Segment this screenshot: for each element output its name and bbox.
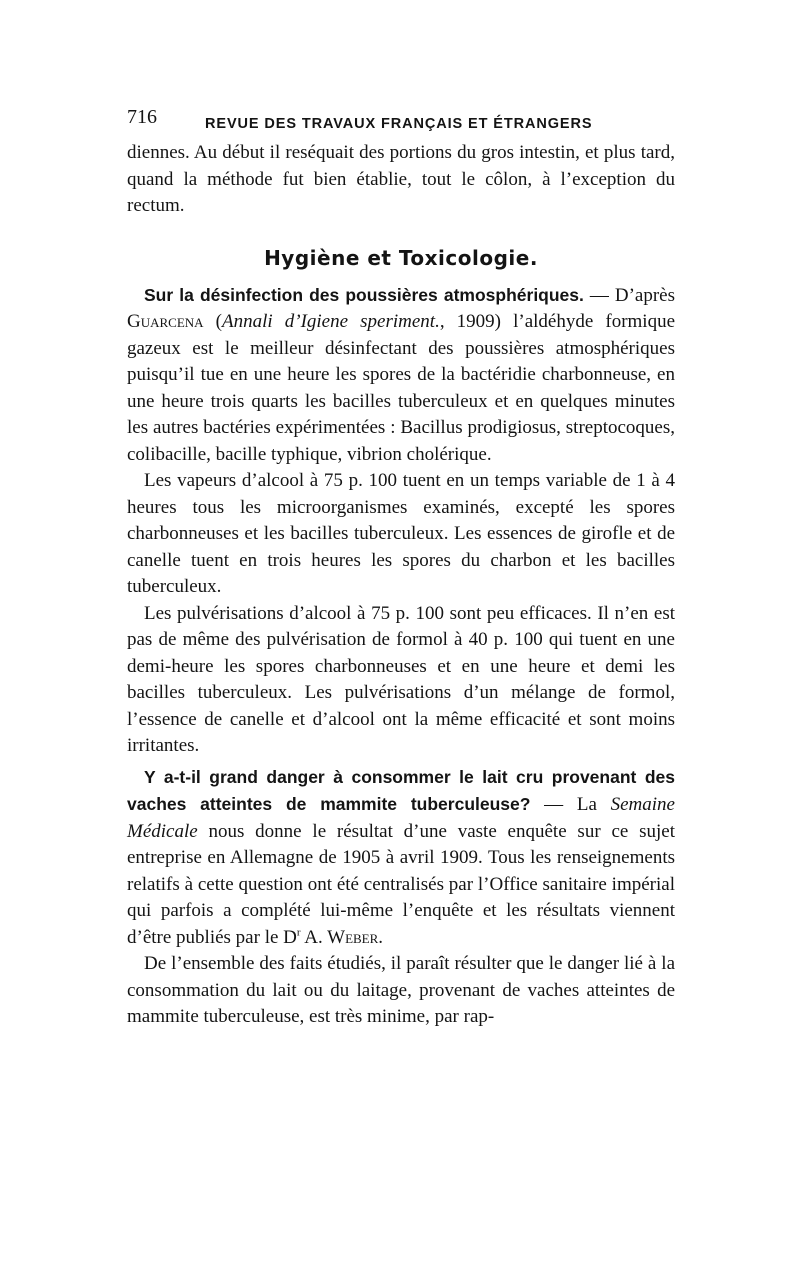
article1-title: Sur la désinfection des poussières atmosphériques. xyxy=(144,284,584,305)
running-head: REVUE DES TRAVAUX FRANÇAIS ET ÉTRANGERS xyxy=(205,116,593,132)
article1-body1: , 1909) l’aldéhyde formique gazeux est le meilleur désinfectant des poussières atmosphériques puisqu’il tue en une heure les spores de la bactéridie charbonneuse, en une heure trois quarts les bacilles tuberculeux et en quelques minutes les autres bactéries expérimentées : Bacillus prodigiosus, streptocoques, colibacille, bacille typhique, vibrion cholérique. xyxy=(127,311,676,465)
article2-sup: r xyxy=(296,926,301,939)
article2-title: Y a-t-il grand danger à consommer le lait cru provenant des vaches atteintes de mammite tuberculeuse? xyxy=(127,766,675,814)
article1-citation-open: ( xyxy=(203,311,222,332)
article1-paragraph3: Les pulvérisations d’alcool à 75 p. 100 sont peu efficaces. Il n’en est pas de même des pulvérisation de formol à 40 p. 100 qui tuent en une demi-heure les spores charbonneuses et en une heure et demi les bacilles tuberculeux. Les pulvérisations d’un mélange de formol, l’essence de canelle et d’alcool ont la même efficacité et sont moins irritantes. xyxy=(127,602,675,756)
article1-paragraph1 xyxy=(127,282,675,469)
article2-dash: — La xyxy=(530,794,611,815)
article2-author: A. Weber. xyxy=(300,926,384,948)
section-title: Hygiène et Toxicologie. xyxy=(264,245,538,270)
article1-author: Guarcena xyxy=(127,311,204,332)
document-page xyxy=(127,100,675,1031)
article2-body1: nous donne le résultat d’une vaste enquête sur ce sujet entreprise en Allemagne de 1905 à avril 1909. Tous les renseignements relatifs à cette question ont été centralisés par l’Office sanitaire impérial qui parfois a complété lui-même l’enquête et les résultats viennent d’être publiés par le D xyxy=(127,820,675,948)
intro-paragraph: diennes. Au début il reséquait des portions du gros intestin, et plus tard, quand la méthode fut bien établie, tout le côlon, à l’exception du rectum. xyxy=(127,142,675,216)
article1-dash: — D’après xyxy=(583,284,675,306)
article2-source: Semaine Médicale xyxy=(127,794,675,842)
page-header xyxy=(127,100,675,140)
article2-paragraph1 xyxy=(127,764,675,952)
article1-source: Annali d’Igiene speriment. xyxy=(221,311,440,332)
article2-paragraph2: De l’ensemble des faits étudiés, il paraît résulter que le danger lié à la consommation du lait ou du laitage, provenant de vaches atteintes de mammite tuberculeuse, est très minime, par rap- xyxy=(127,953,675,1027)
page-number: 716 xyxy=(127,106,157,128)
article1-paragraph2: Les vapeurs d’alcool à 75 p. 100 tuent en un temps variable de 1 à 4 heures tous les microorganismes examinés, excepté les spores charbonneuses et les bacilles tuberculeux. Les essences de girofle et de canelle tuent en trois heures les spores du charbon et les bacilles tuberculeux. xyxy=(127,470,675,597)
